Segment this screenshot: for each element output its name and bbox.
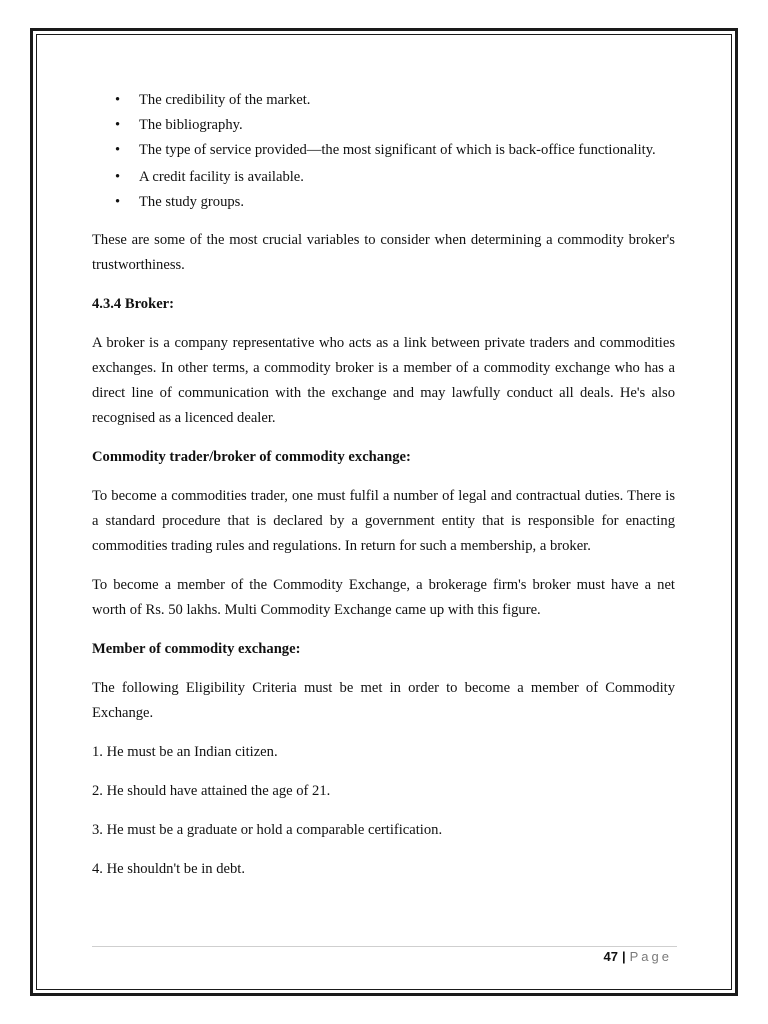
page-footer xyxy=(604,948,672,966)
page-label: Page xyxy=(629,949,672,964)
paragraph-net-worth: To become a member of the Commodity Exchange, a brokerage firm's broker must have a net worth of Rs. 50 lakhs. Multi Commodity Exchange came up with this figure. xyxy=(92,577,675,618)
paragraph-trader-duties: To become a commodities trader, one must fulfil a number of legal and contractual duties. There is a standard procedure that is declared by a government entity that is responsible for enacting commodities trading rules and regulations. In return for such a membership, a broker. xyxy=(92,488,675,554)
criteria-item: 3. He must be a graduate or hold a comparable certification. xyxy=(92,822,443,838)
bullet-list xyxy=(92,88,675,215)
page-content xyxy=(92,88,675,882)
bullet-item: • The credibility of the market. xyxy=(92,88,675,113)
bullet-item: • The study groups. xyxy=(92,190,675,215)
bullet-dot: • xyxy=(115,169,121,185)
bullet-item: • A credit facility is available. xyxy=(92,165,675,190)
heading-commodity-trader: Commodity trader/broker of commodity exchange: xyxy=(92,449,411,465)
bullet-dot: • xyxy=(115,194,121,210)
bullet-dot: • xyxy=(115,117,121,133)
footer-divider xyxy=(92,946,677,947)
paragraph-eligibility: The following Eligibility Criteria must be met in order to become a member of Commodity Exchange. xyxy=(92,680,675,721)
heading-member-exchange: Member of commodity exchange: xyxy=(92,641,301,657)
footer-separator: | xyxy=(621,949,626,964)
section-heading-broker: 4.3.4 Broker: xyxy=(92,296,175,312)
criteria-item: 4. He shouldn't be in debt. xyxy=(92,861,246,877)
criteria-item: 1. He must be an Indian citizen. xyxy=(92,744,278,760)
bullet-item: • The type of service provided—the most significant of which is back-office functionality. xyxy=(92,138,675,163)
bullet-dot: • xyxy=(115,142,121,158)
paragraph-trustworthiness: These are some of the most crucial variables to consider when determining a commodity broker's trustworthiness. xyxy=(92,232,675,273)
paragraph-broker: A broker is a company representative who acts as a link between private traders and commodities exchanges. In other terms, a commodity broker is a member of a commodity exchange who has a direct line of communication with the exchange and may lawfully conduct all deals. He's also recognised as a licenced dealer. xyxy=(92,335,675,426)
criteria-item: 2. He should have attained the age of 21. xyxy=(92,783,331,799)
bullet-item: • The bibliography. xyxy=(92,113,675,138)
page-number: 47 xyxy=(603,949,618,964)
bullet-dot: • xyxy=(115,92,121,108)
